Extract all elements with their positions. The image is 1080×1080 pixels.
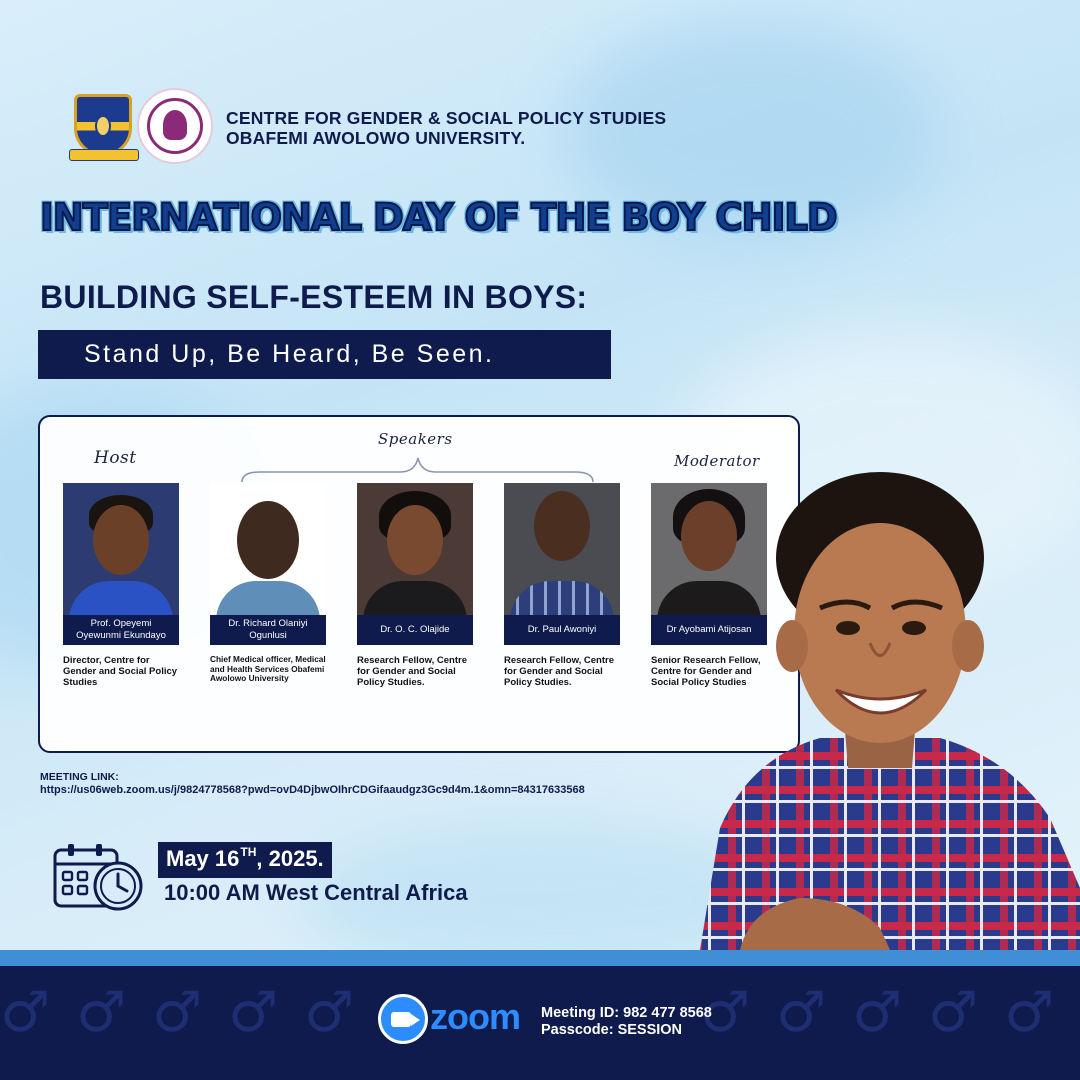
date-year: , 2025.: [256, 846, 324, 871]
event-tagline: [38, 330, 611, 379]
date-suffix: TH: [240, 845, 257, 859]
host-name: Prof. Opeyemi Oyewunmi Ekundayo: [63, 615, 179, 645]
speaker-3-photo: [504, 483, 620, 645]
org-line-1: CENTRE FOR GENDER & SOCIAL POLICY STUDIES: [226, 108, 667, 128]
male-symbol-icon: ♂: [0, 980, 51, 1045]
meeting-link-label: MEETING LINK:: [40, 771, 119, 783]
host-photo: [63, 483, 179, 645]
host-role: Director, Centre for Gender and Social Policy Studies: [63, 655, 178, 688]
male-symbol-icon: ♂: [152, 980, 203, 1045]
zoom-wordmark: zoom: [430, 996, 520, 1037]
speaker-2-role: Research Fellow, Centre for Gender and Social Policy Studies.: [357, 655, 467, 688]
moderator-role: Senior Research Fellow, Centre for Gender and Social Policy Studies: [651, 655, 761, 688]
male-symbol-icon: ♂: [700, 980, 751, 1045]
speaker-1-name: Dr. Richard Olaniyi Ogunlusi: [210, 615, 326, 645]
crest-banner: [69, 149, 139, 161]
speakers-label: Speakers: [378, 430, 453, 448]
photo-face: [387, 505, 443, 575]
zoom-camera-icon: [378, 994, 428, 1044]
centre-logo: [137, 88, 213, 164]
date-main: May 16: [166, 846, 240, 871]
event-subtitle: BUILDING SELF-ESTEEM IN BOYS:: [40, 279, 588, 315]
person-card-speaker-3: [504, 483, 620, 688]
male-symbol-icon: ♂: [304, 980, 355, 1045]
photo-face: [534, 491, 590, 561]
male-symbol-icon: ♂: [852, 980, 903, 1045]
meeting-id: Meeting ID: 982 477 8568: [541, 1005, 712, 1021]
speakers-brace: [240, 456, 595, 486]
speaker-2-photo: [357, 483, 473, 645]
smiling-boy-photo: [680, 468, 1080, 950]
zoom-camera-lens: [411, 1014, 420, 1026]
university-crest-logo: [74, 94, 132, 156]
person-card-speaker-2: [357, 483, 473, 688]
meeting-link[interactable]: https://us06web.zoom.us/j/9824778568?pwd=ovD4DjbwOIhrCDGifaaudgz3Gc9d4m.1&omn=84317633568: [40, 784, 585, 796]
org-line-2: OBAFEMI AWOLOWO UNIVERSITY.: [226, 128, 526, 148]
male-symbol-icon: ♂: [928, 980, 979, 1045]
zoom-camera-body: [391, 1012, 411, 1027]
speaker-1-photo: [210, 483, 326, 645]
moderator-label: Moderator: [674, 452, 760, 470]
person-card-speaker-1: [210, 483, 326, 684]
meeting-passcode: Passcode: SESSION: [541, 1022, 683, 1038]
tagline-text: Stand Up, Be Heard, Be Seen.: [84, 340, 495, 368]
speaker-1-role: Chief Medical officer, Medical and Health Services Obafemi Awolowo University: [210, 654, 326, 683]
male-symbol-icon: ♂: [776, 980, 827, 1045]
male-symbol-icon: ♂: [228, 980, 279, 1045]
speaker-3-role: Research Fellow, Centre for Gender and Social Policy Studies.: [504, 655, 614, 688]
calendar-clock-icon: [52, 842, 144, 912]
footer-stripe: [0, 950, 1080, 966]
speaker-2-name: Dr. O. C. Olajide: [357, 615, 473, 645]
footer-bar: [0, 966, 1080, 1080]
organization-name: [226, 108, 666, 148]
speaker-3-name: Dr. Paul Awoniyi: [504, 615, 620, 645]
moderator-name: Dr Ayobami Atijosan: [651, 615, 767, 645]
event-time: 10:00 AM West Central Africa: [164, 880, 468, 905]
male-symbol-icon: ♂: [1004, 980, 1055, 1045]
male-symbol-icon: ♂: [76, 980, 127, 1045]
person-card-host: [63, 483, 179, 688]
centre-logo-mark: [163, 110, 187, 140]
crest-emblem: [95, 115, 111, 137]
event-title: INTERNATIONAL DAY OF THE BOY CHILD: [40, 196, 837, 239]
photo-face: [237, 501, 299, 579]
photo-face: [93, 505, 149, 575]
host-label: Host: [94, 448, 137, 468]
event-date: [158, 842, 332, 878]
